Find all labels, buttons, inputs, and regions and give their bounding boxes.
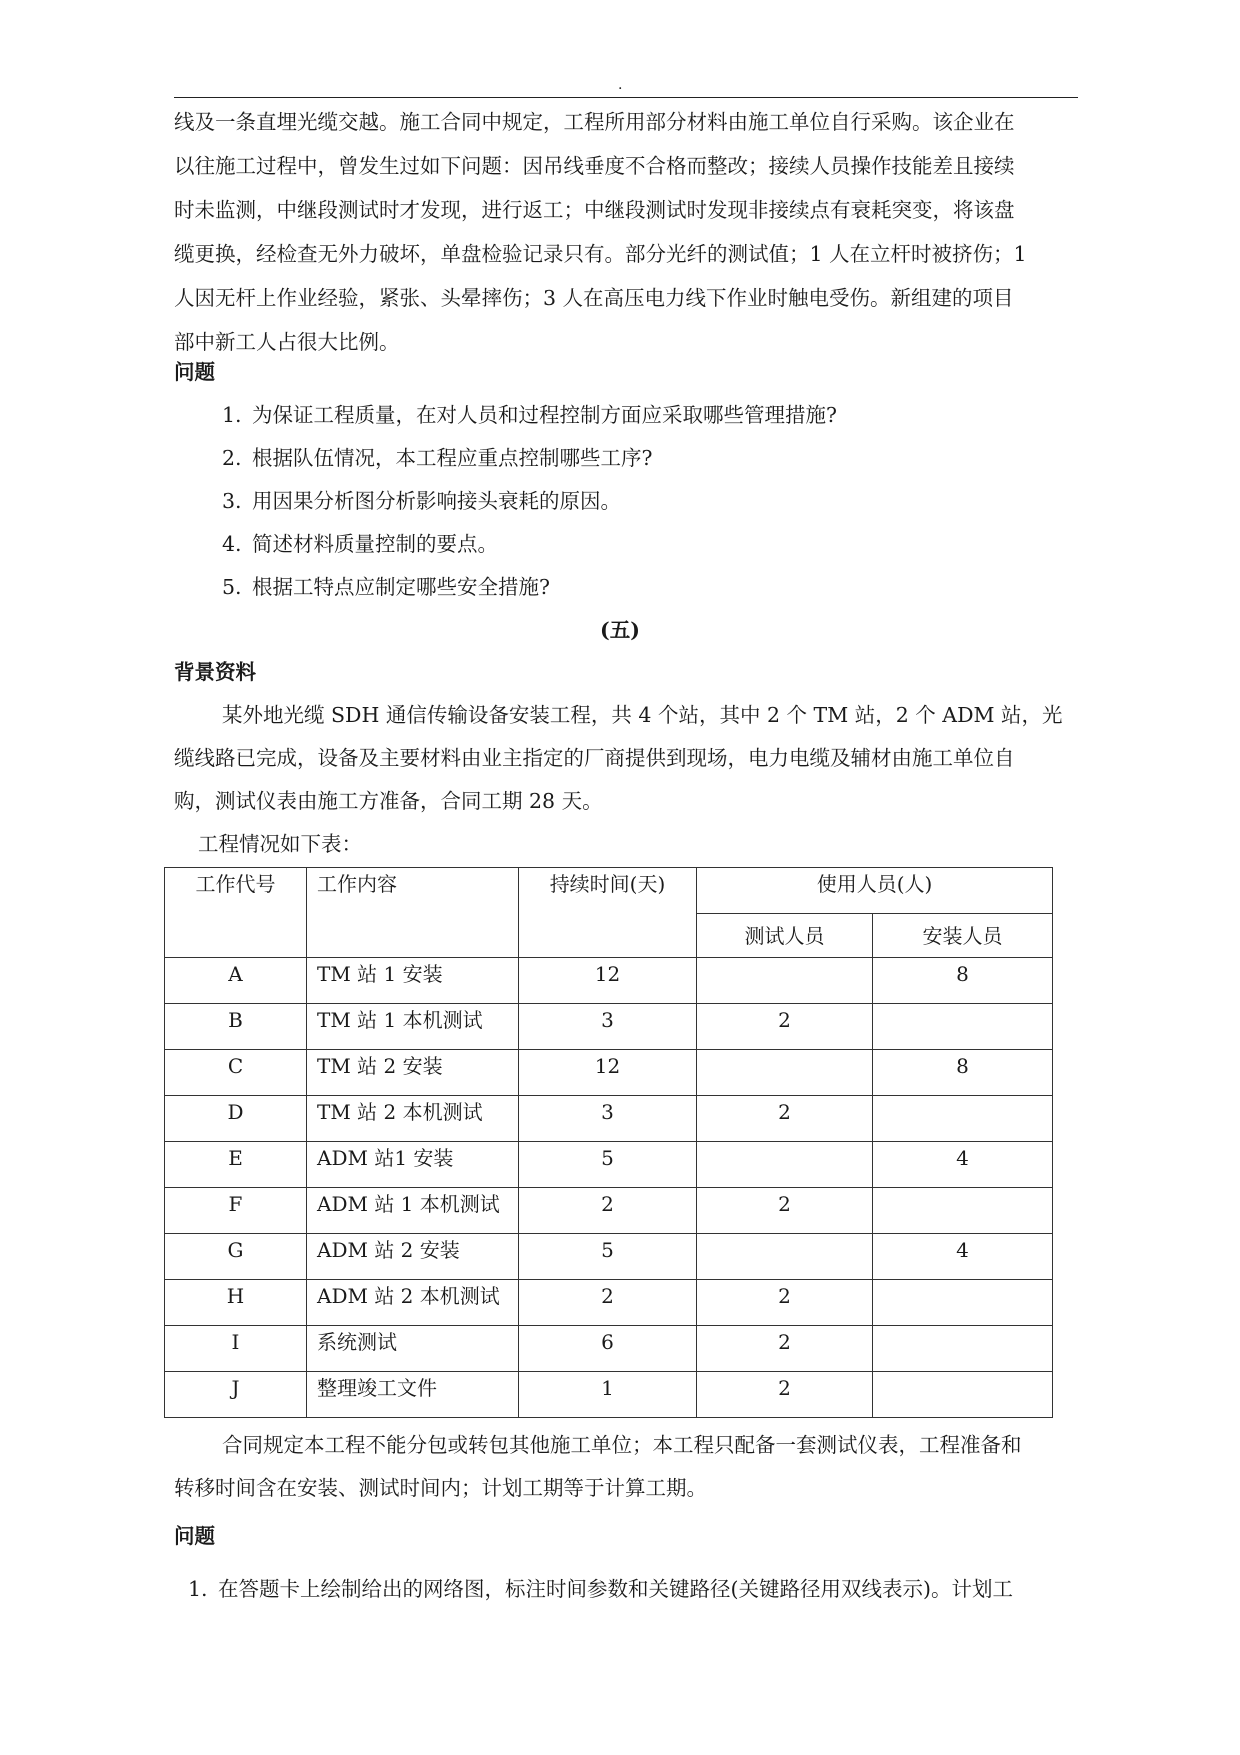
table-intro: 工程情况如下表： <box>198 832 362 856</box>
header-duration: 持续时间(天) <box>519 868 697 958</box>
cell-code: H <box>165 1280 307 1326</box>
question-number: 2. <box>222 446 242 470</box>
question-number: 1. <box>188 1577 208 1601</box>
cell-code: E <box>165 1142 307 1188</box>
cell-content: ADM 站 1 本机测试 <box>307 1188 519 1234</box>
text-line: 部中新工人占很大比例。 <box>174 330 400 354</box>
cell-duration: 3 <box>519 1004 697 1050</box>
cell-content: 整理竣工文件 <box>307 1372 519 1418</box>
questions-heading: 问题 <box>174 360 215 384</box>
question-item <box>222 570 550 600</box>
background-line: 购，测试仪表由施工方准备，合同工期 28 天。 <box>174 789 603 813</box>
question-item <box>188 1572 1013 1602</box>
cell-duration: 6 <box>519 1326 697 1372</box>
contract-line: 转移时间含在安装、测试时间内；计划工期等于计算工期。 <box>174 1476 707 1500</box>
table-row <box>165 1280 1053 1326</box>
cell-content: 系统测试 <box>307 1326 519 1372</box>
question-number: 3. <box>222 489 242 513</box>
text-line: 人因无杆上作业经验，紧张、头晕摔伤；3 人在高压电力线下作业时触电受伤。新组建的项目 <box>174 286 1014 310</box>
cell-install <box>873 1096 1053 1142</box>
cell-test <box>697 1050 873 1096</box>
cell-install: 4 <box>873 1234 1053 1280</box>
cell-content: ADM 站 2 安装 <box>307 1234 519 1280</box>
cell-code: D <box>165 1096 307 1142</box>
cell-install: 4 <box>873 1142 1053 1188</box>
table-row <box>165 1326 1053 1372</box>
cell-code: G <box>165 1234 307 1280</box>
header-test-staff: 测试人员 <box>697 914 873 958</box>
table-row <box>165 1234 1053 1280</box>
header-rule <box>174 97 1078 98</box>
cell-content: ADM 站1 安装 <box>307 1142 519 1188</box>
question-item <box>222 441 653 471</box>
cell-test <box>697 958 873 1004</box>
cell-code: I <box>165 1326 307 1372</box>
cell-install <box>873 1188 1053 1234</box>
question-number: 4. <box>222 532 242 556</box>
cell-test: 2 <box>697 1004 873 1050</box>
section-title: (五) <box>600 618 640 642</box>
cell-content: TM 站 2 本机测试 <box>307 1096 519 1142</box>
header-code: 工作代号 <box>165 868 307 958</box>
cell-duration: 12 <box>519 958 697 1004</box>
cell-duration: 1 <box>519 1372 697 1418</box>
question-item <box>222 527 498 557</box>
question-number: 1. <box>222 403 242 427</box>
text-line: 以往施工过程中，曾发生过如下问题：因吊线垂度不合格而整改；接续人员操作技能差且接续 <box>174 154 1015 178</box>
cell-install <box>873 1372 1053 1418</box>
cell-duration: 2 <box>519 1280 697 1326</box>
cell-code: A <box>165 958 307 1004</box>
header-mark: . <box>618 77 623 93</box>
table-row <box>165 1050 1053 1096</box>
question-text: 简述材料质量控制的要点。 <box>252 532 498 556</box>
cell-install <box>873 1326 1053 1372</box>
cell-duration: 5 <box>519 1142 697 1188</box>
cell-code: J <box>165 1372 307 1418</box>
contract-line: 合同规定本工程不能分包或转包其他施工单位；本工程只配备一套测试仪表，工程准备和 <box>222 1433 1022 1457</box>
cell-test <box>697 1142 873 1188</box>
question-item <box>222 484 621 514</box>
table-row <box>165 1372 1053 1418</box>
background-heading: 背景资料 <box>174 660 256 684</box>
cell-test: 2 <box>697 1280 873 1326</box>
question-text: 用因果分析图分析影响接头衰耗的原因。 <box>252 489 621 513</box>
cell-install <box>873 1280 1053 1326</box>
question-text: 根据工特点应制定哪些安全措施? <box>252 575 550 599</box>
text-line: 线及一条直埋光缆交越。施工合同中规定，工程所用部分材料由施工单位自行采购。该企业在 <box>174 110 1015 134</box>
header-content: 工作内容 <box>307 868 519 958</box>
text-line: 时未监测，中继段测试时才发现，进行返工；中继段测试时发现非接续点有衰耗突变，将该盘 <box>174 198 1015 222</box>
table-row <box>165 958 1053 1004</box>
cell-content: TM 站 1 本机测试 <box>307 1004 519 1050</box>
cell-test: 2 <box>697 1326 873 1372</box>
table-row <box>165 1096 1053 1142</box>
text-line: 缆更换，经检查无外力破坏，单盘检验记录只有。部分光纤的测试值；1 人在立杆时被挤伤；1 <box>174 242 1027 266</box>
question-text: 在答题卡上绘制给出的网络图，标注时间参数和关键路径(关键路径用双线表示)。计划工 <box>218 1577 1013 1601</box>
cell-content: TM 站 1 安装 <box>307 958 519 1004</box>
question-number: 5. <box>222 575 242 599</box>
questions-heading: 问题 <box>174 1524 215 1548</box>
cell-code: C <box>165 1050 307 1096</box>
project-table <box>164 867 1053 1418</box>
intro-paragraph <box>174 100 1080 364</box>
cell-code: B <box>165 1004 307 1050</box>
cell-duration: 5 <box>519 1234 697 1280</box>
cell-content: TM 站 2 安装 <box>307 1050 519 1096</box>
cell-test: 2 <box>697 1096 873 1142</box>
cell-duration: 2 <box>519 1188 697 1234</box>
background-line: 某外地光缆 SDH 通信传输设备安装工程，共 4 个站，其中 2 个 TM 站，2 个 ADM 站，光 <box>222 703 1063 727</box>
background-line: 缆线路已完成，设备及主要材料由业主指定的厂商提供到现场，电力电缆及辅材由施工单位自 <box>174 746 1015 770</box>
cell-install: 8 <box>873 1050 1053 1096</box>
header-install-staff: 安装人员 <box>873 914 1053 958</box>
table-header-row <box>165 868 1053 914</box>
header-staff: 使用人员(人) <box>697 868 1053 914</box>
cell-install <box>873 1004 1053 1050</box>
cell-code: F <box>165 1188 307 1234</box>
cell-test: 2 <box>697 1188 873 1234</box>
question-text: 根据队伍情况，本工程应重点控制哪些工序? <box>252 446 653 470</box>
table-row <box>165 1188 1053 1234</box>
table-row <box>165 1142 1053 1188</box>
cell-install: 8 <box>873 958 1053 1004</box>
cell-duration: 12 <box>519 1050 697 1096</box>
cell-test: 2 <box>697 1372 873 1418</box>
cell-content: ADM 站 2 本机测试 <box>307 1280 519 1326</box>
cell-duration: 3 <box>519 1096 697 1142</box>
table-row <box>165 1004 1053 1050</box>
question-item <box>222 398 837 428</box>
question-text: 为保证工程质量，在对人员和过程控制方面应采取哪些管理措施? <box>252 403 837 427</box>
cell-test <box>697 1234 873 1280</box>
